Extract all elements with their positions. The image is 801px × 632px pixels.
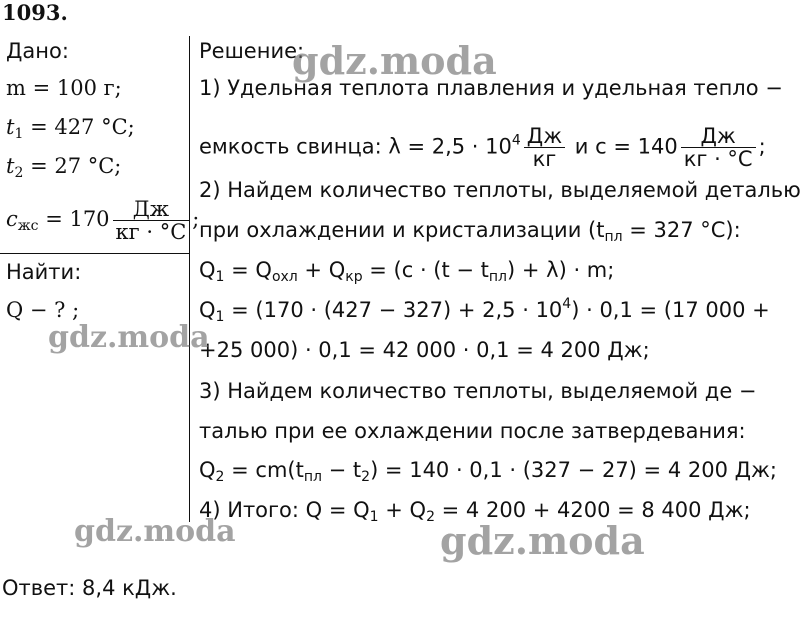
line5-s4: пл: [488, 269, 508, 285]
watermark-bottom-right: gdz.moda: [440, 518, 645, 563]
solution-line-8: 3) Найдем количество теплоты, выделяемой де −: [199, 379, 757, 403]
line10-c: ) = 140 · 0,1 · (327 − 27) = 4 200 Дж;: [370, 458, 778, 482]
c-end: ;: [192, 207, 200, 231]
line2-b: и c = 140: [568, 134, 678, 159]
c-var: c: [6, 207, 18, 231]
given-c: [6, 198, 199, 243]
c-num: Дж: [113, 198, 190, 221]
solution-header: Решение:: [199, 39, 305, 63]
watermark-left: gdz.moda: [48, 320, 210, 355]
watermark-top: gdz.moda: [292, 38, 497, 83]
solution-line-4: [199, 216, 741, 244]
t2-val: = 27 °C;: [30, 154, 122, 178]
c-val: = 170: [45, 207, 110, 231]
lambda-den: кг: [532, 147, 557, 171]
line10-s: 2: [215, 469, 225, 485]
line11-b: + Q: [378, 498, 427, 522]
line5-d: = (c · (t − t: [362, 258, 489, 282]
given-divider: [0, 253, 189, 254]
line5-s1: 1: [215, 269, 225, 285]
vertical-divider: [189, 36, 190, 522]
answer: Ответ: 8,4 кДж.: [2, 576, 177, 600]
line11-a: 4) Итого: Q = Q: [199, 498, 370, 522]
solution-line-7: +25 000) · 0,1 = 42 000 · 0,1 = 4 200 Дж;: [199, 338, 650, 362]
line2-end: ;: [758, 134, 766, 159]
line5-b: = Q: [224, 258, 272, 282]
c-sub: жс: [17, 218, 39, 234]
line4-a: при охлаждении и кристализации (t: [199, 218, 605, 242]
line10-b: − t: [321, 458, 362, 482]
t1-sub: 1: [14, 126, 24, 142]
solution-line-10: [199, 456, 777, 484]
line10-a: = cm(t: [224, 458, 304, 482]
line11-s1: 1: [369, 509, 379, 525]
c-lead-fraction: [681, 125, 756, 170]
line5-e: ) + λ) · m;: [507, 258, 615, 282]
given-header: Дано:: [6, 39, 69, 63]
solution-line-2: [199, 125, 766, 170]
given-mass: m = 100 г;: [6, 76, 122, 100]
find-q: Q − ? ;: [6, 298, 80, 322]
solution-line-9: талью при ее охлаждении после затвердевания:: [199, 419, 746, 443]
lambda-fraction: [524, 125, 565, 170]
watermark-bottom-left: gdz.moda: [74, 514, 236, 549]
given-t1: [6, 113, 135, 141]
line11-s2: 2: [426, 509, 435, 525]
line4-b: = 327 °C):: [622, 218, 741, 242]
c-fraction: [113, 198, 190, 243]
line10-s3: 2: [361, 469, 371, 485]
line2-exp: 4: [511, 132, 521, 149]
t1-var: t: [6, 115, 15, 139]
c-den: кг · °C: [115, 220, 187, 244]
line6-s: 1: [215, 309, 225, 325]
line2-a: емкость свинца: λ = 2,5 · 10: [199, 134, 512, 159]
t2-sub: 2: [14, 165, 24, 181]
line5-c: + Q: [297, 258, 346, 282]
c-lead-num: Дж: [681, 125, 756, 148]
t2-var: t: [6, 154, 15, 178]
c-lead-den: кг · °C: [683, 147, 753, 171]
line10-q: Q: [199, 458, 216, 482]
line6-b: ) · 0,1 = (17 000 +: [571, 298, 770, 322]
line5-s2: охл: [271, 269, 298, 285]
lambda-num: Дж: [524, 125, 565, 148]
problem-number: 1093.: [2, 0, 68, 25]
line6-exp: 4: [562, 296, 572, 312]
given-t2: [6, 152, 121, 180]
line5-q1: Q: [199, 258, 216, 282]
find-header: Найти:: [6, 260, 82, 284]
solution-line-3: 2) Найдем количество теплоты, выделяемой деталью: [199, 178, 801, 202]
solution-line-5: [199, 256, 614, 284]
line10-s2: пл: [303, 469, 322, 485]
line5-s3: кр: [345, 269, 363, 285]
line6-a: = (170 · (427 − 327) + 2,5 · 10: [224, 298, 563, 322]
t1-val: = 427 °C;: [30, 115, 135, 139]
line11-c: = 4 200 + 4200 = 8 400 Дж;: [434, 498, 751, 522]
solution-line-1: 1) Удельная теплота плавления и удельная тепло −: [199, 76, 783, 100]
solution-line-6: [199, 296, 770, 324]
line4-sub: пл: [604, 229, 623, 245]
line6-q: Q: [199, 298, 216, 322]
